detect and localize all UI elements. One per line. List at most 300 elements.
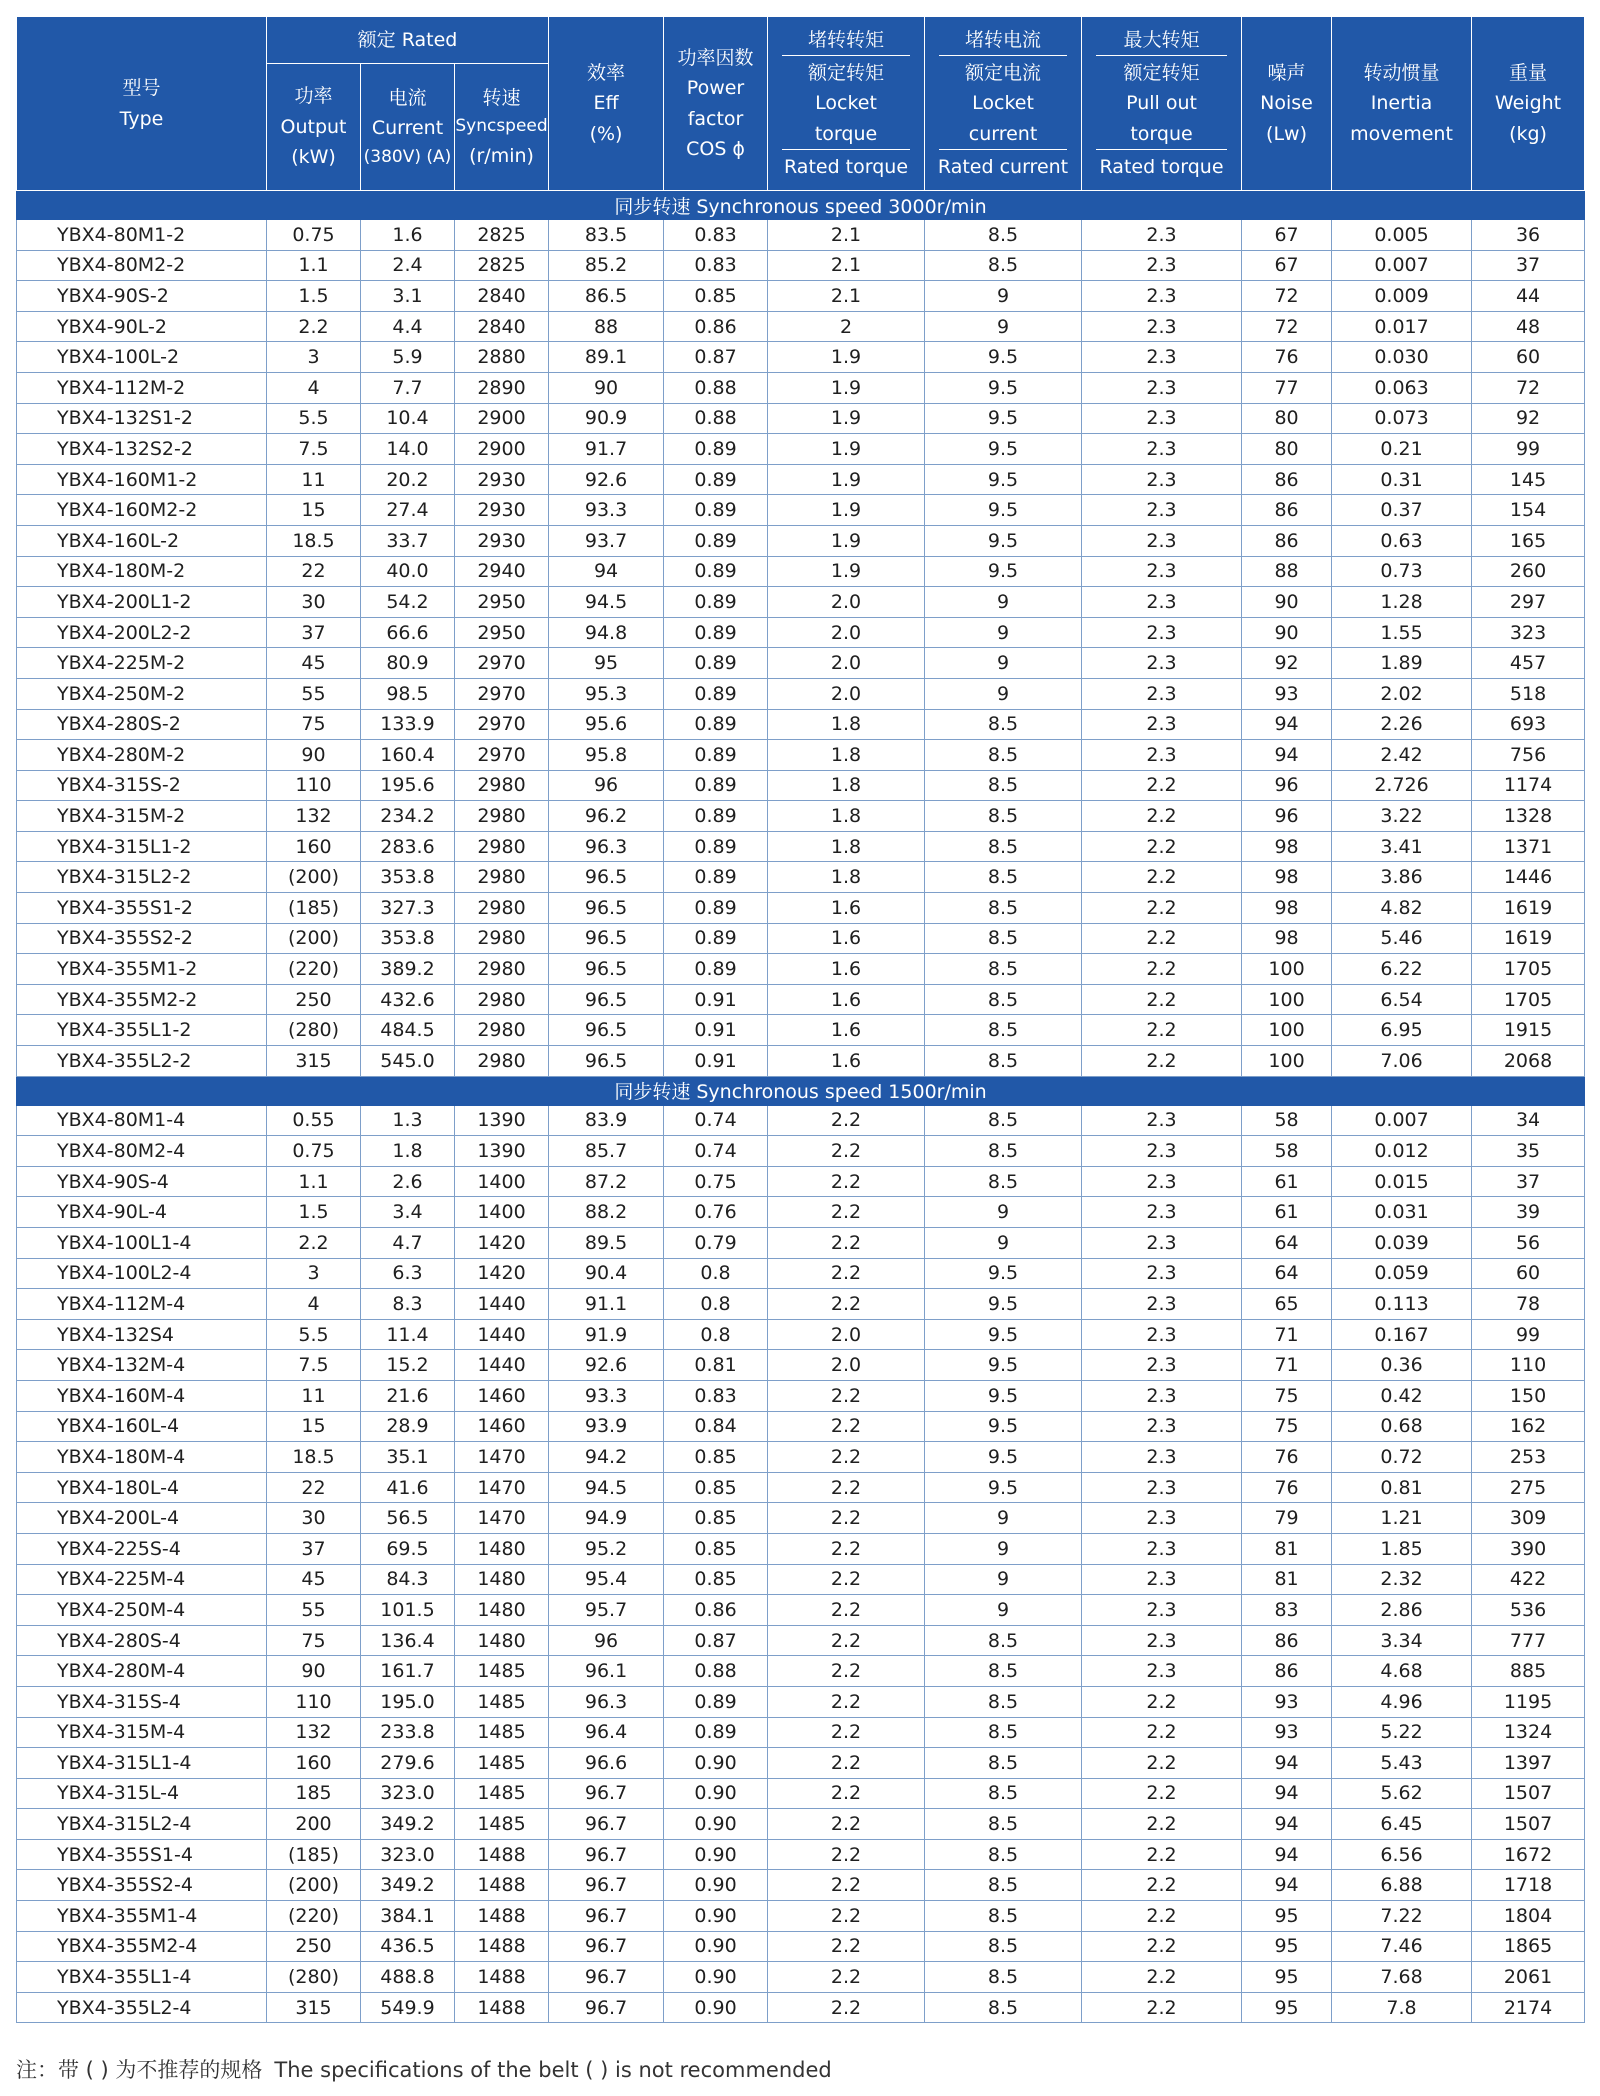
cell-weight: 1804 — [1472, 1901, 1585, 1932]
cell-noise: 95 — [1242, 1992, 1332, 2023]
footnote-en: The specifications of the belt ( ) is not recommended — [274, 2058, 832, 2082]
cell-speed: 1440 — [455, 1319, 549, 1350]
cell-inertia: 0.063 — [1332, 372, 1472, 403]
cell-noise: 72 — [1242, 311, 1332, 342]
cell-weight: 1619 — [1472, 923, 1585, 954]
cell-weight: 309 — [1472, 1503, 1585, 1534]
cell-output: 37 — [267, 617, 361, 648]
cell-noise: 86 — [1242, 495, 1332, 526]
cell-locked-current: 8.5 — [925, 1931, 1082, 1962]
cell-current: 327.3 — [361, 893, 455, 924]
cell-eff: 87.2 — [549, 1166, 664, 1197]
table-row — [17, 495, 1585, 526]
cell-locked-current: 9.5 — [925, 372, 1082, 403]
cell-max-torque: 2.3 — [1082, 464, 1242, 495]
table-row — [17, 1197, 1585, 1228]
cell-inertia: 6.45 — [1332, 1809, 1472, 1840]
cell-locked-torque: 2.2 — [768, 1717, 925, 1748]
cell-noise: 86 — [1242, 525, 1332, 556]
cell-max-torque: 2.2 — [1082, 1046, 1242, 1077]
cell-locked-torque: 2.0 — [768, 1350, 925, 1381]
cell-noise: 95 — [1242, 1901, 1332, 1932]
table-row — [17, 1686, 1585, 1717]
cell-inertia: 0.31 — [1332, 464, 1472, 495]
cell-speed: 2930 — [455, 525, 549, 556]
cell-speed: 2970 — [455, 648, 549, 679]
cell-type: YBX4-112M-4 — [17, 1289, 267, 1320]
cell-eff: 83.5 — [549, 220, 664, 251]
cell-noise: 75 — [1242, 1411, 1332, 1442]
cell-max-torque: 2.2 — [1082, 1015, 1242, 1046]
cell-current: 69.5 — [361, 1533, 455, 1564]
cell-type: YBX4-315L1-2 — [17, 831, 267, 862]
cell-output: 18.5 — [267, 1442, 361, 1473]
cell-inertia: 1.28 — [1332, 587, 1472, 618]
cell-locked-current: 9 — [925, 1564, 1082, 1595]
cell-noise: 96 — [1242, 801, 1332, 832]
cell-speed: 2980 — [455, 893, 549, 924]
cell-current: 1.8 — [361, 1136, 455, 1167]
cell-current: 279.6 — [361, 1748, 455, 1779]
cell-locked-torque: 2.0 — [768, 678, 925, 709]
cell-noise: 94 — [1242, 1778, 1332, 1809]
cell-speed: 1485 — [455, 1656, 549, 1687]
cell-weight: 56 — [1472, 1228, 1585, 1259]
cell-speed: 1440 — [455, 1350, 549, 1381]
cell-locked-current: 9.5 — [925, 1411, 1082, 1442]
cell-eff: 96.4 — [549, 1717, 664, 1748]
cell-output: 4 — [267, 372, 361, 403]
cell-current: 432.6 — [361, 984, 455, 1015]
cell-locked-torque: 2.2 — [768, 1228, 925, 1259]
cell-locked-torque: 2.2 — [768, 1197, 925, 1228]
cell-locked-torque: 2.1 — [768, 250, 925, 281]
cell-output: 315 — [267, 1046, 361, 1077]
cell-inertia: 0.37 — [1332, 495, 1472, 526]
cell-speed: 1480 — [455, 1595, 549, 1626]
cell-power-factor: 0.91 — [664, 1015, 768, 1046]
cell-current: 2.6 — [361, 1166, 455, 1197]
cell-locked-torque: 2.2 — [768, 1901, 925, 1932]
cell-speed: 1400 — [455, 1197, 549, 1228]
cell-output: 1.5 — [267, 1197, 361, 1228]
cell-locked-torque: 1.8 — [768, 862, 925, 893]
cell-output: 75 — [267, 1625, 361, 1656]
cell-speed: 2980 — [455, 862, 549, 893]
cell-type: YBX4-180M-4 — [17, 1442, 267, 1473]
cell-power-factor: 0.87 — [664, 1625, 768, 1656]
cell-weight: 78 — [1472, 1289, 1585, 1320]
cell-type: YBX4-160L-2 — [17, 525, 267, 556]
cell-inertia: 2.42 — [1332, 740, 1472, 771]
cell-noise: 94 — [1242, 709, 1332, 740]
cell-weight: 37 — [1472, 250, 1585, 281]
cell-max-torque: 2.3 — [1082, 1228, 1242, 1259]
cell-eff: 96.5 — [549, 923, 664, 954]
cell-weight: 518 — [1472, 678, 1585, 709]
cell-power-factor: 0.88 — [664, 372, 768, 403]
cell-weight: 1865 — [1472, 1931, 1585, 1962]
cell-speed: 1485 — [455, 1748, 549, 1779]
cell-weight: 1324 — [1472, 1717, 1585, 1748]
cell-locked-torque: 2.1 — [768, 220, 925, 251]
cell-power-factor: 0.84 — [664, 1411, 768, 1442]
cell-inertia: 6.56 — [1332, 1839, 1472, 1870]
cell-type: YBX4-100L-2 — [17, 342, 267, 373]
cell-eff: 96 — [549, 770, 664, 801]
cell-locked-current: 8.5 — [925, 862, 1082, 893]
cell-locked-torque: 2.2 — [768, 1656, 925, 1687]
cell-output: 0.55 — [267, 1105, 361, 1136]
cell-speed: 2980 — [455, 770, 549, 801]
cell-inertia: 0.007 — [1332, 1105, 1472, 1136]
cell-max-torque: 2.3 — [1082, 342, 1242, 373]
table-row — [17, 1656, 1585, 1687]
cell-locked-torque: 1.8 — [768, 709, 925, 740]
cell-type: YBX4-90L-4 — [17, 1197, 267, 1228]
cell-weight: 92 — [1472, 403, 1585, 434]
cell-noise: 86 — [1242, 1656, 1332, 1687]
cell-output: 75 — [267, 709, 361, 740]
cell-locked-torque: 2.2 — [768, 1748, 925, 1779]
cell-locked-torque: 1.6 — [768, 954, 925, 985]
cell-locked-torque: 2.2 — [768, 1778, 925, 1809]
cell-type: YBX4-160M1-2 — [17, 464, 267, 495]
cell-locked-current: 9.5 — [925, 434, 1082, 465]
cell-noise: 98 — [1242, 923, 1332, 954]
cell-max-torque: 2.2 — [1082, 1870, 1242, 1901]
cell-noise: 81 — [1242, 1533, 1332, 1564]
cell-speed: 1485 — [455, 1809, 549, 1840]
col-eff-header: 效率 Eff (%) — [549, 17, 664, 191]
table-row — [17, 954, 1585, 985]
cell-noise: 86 — [1242, 1625, 1332, 1656]
cell-current: 488.8 — [361, 1962, 455, 1993]
cell-locked-current: 8.5 — [925, 709, 1082, 740]
cell-locked-torque: 2.2 — [768, 1289, 925, 1320]
cell-type: YBX4-180M-2 — [17, 556, 267, 587]
cell-output: (200) — [267, 862, 361, 893]
cell-type: YBX4-355L2-4 — [17, 1992, 267, 2023]
col-inertia-header: 转动惯量 Inertia movement — [1332, 17, 1472, 191]
cell-output: 0.75 — [267, 1136, 361, 1167]
cell-locked-torque: 2.2 — [768, 1258, 925, 1289]
cell-eff: 96.7 — [549, 1962, 664, 1993]
cell-noise: 90 — [1242, 617, 1332, 648]
cell-eff: 96.5 — [549, 893, 664, 924]
cell-speed: 2980 — [455, 1046, 549, 1077]
cell-max-torque: 2.3 — [1082, 1136, 1242, 1167]
cell-current: 323.0 — [361, 1839, 455, 1870]
cell-output: 160 — [267, 831, 361, 862]
cell-eff: 94 — [549, 556, 664, 587]
cell-current: 161.7 — [361, 1656, 455, 1687]
cell-power-factor: 0.89 — [664, 648, 768, 679]
cell-locked-torque: 1.9 — [768, 434, 925, 465]
cell-type: YBX4-225S-4 — [17, 1533, 267, 1564]
cell-speed: 1480 — [455, 1564, 549, 1595]
cell-locked-torque: 2.0 — [768, 648, 925, 679]
cell-weight: 1672 — [1472, 1839, 1585, 1870]
cell-power-factor: 0.89 — [664, 893, 768, 924]
table-row — [17, 1015, 1585, 1046]
cell-noise: 98 — [1242, 893, 1332, 924]
cell-eff: 96.7 — [549, 1809, 664, 1840]
cell-output: 185 — [267, 1778, 361, 1809]
cell-eff: 96.7 — [549, 1870, 664, 1901]
table-row — [17, 1533, 1585, 1564]
cell-speed: 2880 — [455, 342, 549, 373]
cell-current: 323.0 — [361, 1778, 455, 1809]
cell-eff: 91.7 — [549, 434, 664, 465]
cell-eff: 91.9 — [549, 1319, 664, 1350]
cell-eff: 96.3 — [549, 1686, 664, 1717]
cell-locked-torque: 1.9 — [768, 403, 925, 434]
cell-noise: 76 — [1242, 1472, 1332, 1503]
cell-max-torque: 2.3 — [1082, 311, 1242, 342]
cell-power-factor: 0.87 — [664, 342, 768, 373]
table-row — [17, 434, 1585, 465]
cell-eff: 96.7 — [549, 1931, 664, 1962]
cell-noise: 94 — [1242, 1839, 1332, 1870]
table-row — [17, 893, 1585, 924]
cell-locked-torque: 2.2 — [768, 1809, 925, 1840]
cell-speed: 2840 — [455, 311, 549, 342]
cell-output: 1.5 — [267, 281, 361, 312]
cell-max-torque: 2.2 — [1082, 1717, 1242, 1748]
table-body — [17, 191, 1585, 2023]
cell-weight: 36 — [1472, 220, 1585, 251]
cell-locked-current: 9 — [925, 648, 1082, 679]
cell-locked-current: 9 — [925, 617, 1082, 648]
cell-inertia: 0.017 — [1332, 311, 1472, 342]
cell-type: YBX4-355M1-2 — [17, 954, 267, 985]
table-row — [17, 1289, 1585, 1320]
cell-speed: 1480 — [455, 1625, 549, 1656]
cell-current: 54.2 — [361, 587, 455, 618]
cell-weight: 39 — [1472, 1197, 1585, 1228]
cell-inertia: 0.031 — [1332, 1197, 1472, 1228]
cell-eff: 96.5 — [549, 1015, 664, 1046]
cell-output: 7.5 — [267, 434, 361, 465]
cell-weight: 60 — [1472, 342, 1585, 373]
cell-eff: 88.2 — [549, 1197, 664, 1228]
table-row — [17, 372, 1585, 403]
table-row — [17, 1442, 1585, 1473]
cell-inertia: 5.62 — [1332, 1778, 1472, 1809]
cell-locked-current: 9 — [925, 311, 1082, 342]
cell-max-torque: 2.2 — [1082, 1931, 1242, 1962]
cell-weight: 165 — [1472, 525, 1585, 556]
table-row — [17, 862, 1585, 893]
col-power-factor-header: 功率因数 Power factor COS ϕ — [664, 17, 768, 191]
cell-locked-current: 9.5 — [925, 1258, 1082, 1289]
cell-locked-torque: 2.2 — [768, 1136, 925, 1167]
table-row — [17, 617, 1585, 648]
cell-locked-torque: 2.2 — [768, 1839, 925, 1870]
cell-type: YBX4-280S-2 — [17, 709, 267, 740]
cell-max-torque: 2.2 — [1082, 1809, 1242, 1840]
cell-output: 160 — [267, 1748, 361, 1779]
cell-locked-current: 8.5 — [925, 740, 1082, 771]
cell-locked-torque: 2.1 — [768, 281, 925, 312]
col-max-torque-header: 最大转矩 额定转矩 Pull out torque Rated torque — [1082, 17, 1242, 191]
cell-current: 14.0 — [361, 434, 455, 465]
cell-type: YBX4-100L2-4 — [17, 1258, 267, 1289]
cell-noise: 95 — [1242, 1931, 1332, 1962]
cell-output: (280) — [267, 1962, 361, 1993]
cell-inertia: 7.68 — [1332, 1962, 1472, 1993]
cell-max-torque: 2.2 — [1082, 862, 1242, 893]
cell-current: 21.6 — [361, 1380, 455, 1411]
cell-output: (220) — [267, 954, 361, 985]
cell-power-factor: 0.83 — [664, 1380, 768, 1411]
cell-locked-current: 8.5 — [925, 1166, 1082, 1197]
cell-noise: 98 — [1242, 862, 1332, 893]
cell-max-torque: 2.3 — [1082, 1105, 1242, 1136]
cell-eff: 86.5 — [549, 281, 664, 312]
cell-output: (280) — [267, 1015, 361, 1046]
cell-type: YBX4-90L-2 — [17, 311, 267, 342]
cell-locked-current: 8.5 — [925, 923, 1082, 954]
table-row — [17, 1748, 1585, 1779]
cell-weight: 72 — [1472, 372, 1585, 403]
cell-max-torque: 2.2 — [1082, 954, 1242, 985]
cell-output: 55 — [267, 1595, 361, 1626]
cell-output: 3 — [267, 342, 361, 373]
cell-weight: 756 — [1472, 740, 1585, 771]
cell-max-torque: 2.3 — [1082, 1564, 1242, 1595]
table-row — [17, 1166, 1585, 1197]
cell-weight: 1397 — [1472, 1748, 1585, 1779]
cell-current: 3.1 — [361, 281, 455, 312]
cell-speed: 1485 — [455, 1778, 549, 1809]
cell-max-torque: 2.3 — [1082, 1503, 1242, 1534]
cell-speed: 1488 — [455, 1931, 549, 1962]
cell-output: 37 — [267, 1533, 361, 1564]
table-row — [17, 1870, 1585, 1901]
cell-speed: 1488 — [455, 1870, 549, 1901]
cell-locked-torque: 1.8 — [768, 831, 925, 862]
cell-power-factor: 0.90 — [664, 1839, 768, 1870]
cell-weight: 2174 — [1472, 1992, 1585, 2023]
cell-eff: 96.7 — [549, 1901, 664, 1932]
cell-max-torque: 2.3 — [1082, 1472, 1242, 1503]
cell-current: 27.4 — [361, 495, 455, 526]
cell-noise: 93 — [1242, 1686, 1332, 1717]
cell-inertia: 1.85 — [1332, 1533, 1472, 1564]
cell-locked-torque: 2.2 — [768, 1166, 925, 1197]
cell-locked-torque: 1.9 — [768, 556, 925, 587]
cell-output: 22 — [267, 556, 361, 587]
cell-power-factor: 0.89 — [664, 801, 768, 832]
cell-eff: 95.8 — [549, 740, 664, 771]
cell-type: YBX4-315L1-4 — [17, 1748, 267, 1779]
cell-current: 349.2 — [361, 1870, 455, 1901]
cell-locked-current: 8.5 — [925, 1839, 1082, 1870]
cell-locked-current: 8.5 — [925, 1015, 1082, 1046]
cell-current: 384.1 — [361, 1901, 455, 1932]
cell-inertia: 2.32 — [1332, 1564, 1472, 1595]
cell-speed: 1400 — [455, 1166, 549, 1197]
cell-noise: 71 — [1242, 1350, 1332, 1381]
cell-locked-torque: 1.6 — [768, 984, 925, 1015]
cell-output: 11 — [267, 464, 361, 495]
cell-power-factor: 0.89 — [664, 617, 768, 648]
cell-locked-current: 9.5 — [925, 1442, 1082, 1473]
cell-inertia: 4.82 — [1332, 893, 1472, 924]
cell-output: 132 — [267, 801, 361, 832]
cell-locked-current: 8.5 — [925, 1748, 1082, 1779]
cell-max-torque: 2.3 — [1082, 556, 1242, 587]
cell-eff: 96.5 — [549, 862, 664, 893]
cell-output: 30 — [267, 1503, 361, 1534]
cell-locked-torque: 1.8 — [768, 770, 925, 801]
cell-noise: 77 — [1242, 372, 1332, 403]
col-output-header: 功率 Output (kW) — [267, 64, 361, 191]
cell-inertia: 0.030 — [1332, 342, 1472, 373]
cell-locked-current: 8.5 — [925, 1901, 1082, 1932]
table-row — [17, 311, 1585, 342]
cell-inertia: 0.005 — [1332, 220, 1472, 251]
cell-max-torque: 2.2 — [1082, 1778, 1242, 1809]
cell-weight: 260 — [1472, 556, 1585, 587]
cell-weight: 457 — [1472, 648, 1585, 679]
table-header — [17, 17, 1585, 191]
cell-locked-current: 9.5 — [925, 1472, 1082, 1503]
cell-current: 3.4 — [361, 1197, 455, 1228]
cell-power-factor: 0.89 — [664, 556, 768, 587]
cell-locked-current: 8.5 — [925, 250, 1082, 281]
cell-inertia: 2.02 — [1332, 678, 1472, 709]
cell-locked-current: 8.5 — [925, 984, 1082, 1015]
cell-power-factor: 0.89 — [664, 740, 768, 771]
cell-speed: 2840 — [455, 281, 549, 312]
cell-inertia: 0.015 — [1332, 1166, 1472, 1197]
cell-eff: 91.1 — [549, 1289, 664, 1320]
cell-noise: 100 — [1242, 954, 1332, 985]
cell-locked-torque: 2.2 — [768, 1533, 925, 1564]
cell-current: 41.6 — [361, 1472, 455, 1503]
cell-power-factor: 0.89 — [664, 862, 768, 893]
cell-noise: 64 — [1242, 1258, 1332, 1289]
cell-power-factor: 0.89 — [664, 434, 768, 465]
cell-current: 283.6 — [361, 831, 455, 862]
cell-speed: 1390 — [455, 1136, 549, 1167]
cell-locked-torque: 2.2 — [768, 1472, 925, 1503]
cell-max-torque: 2.3 — [1082, 403, 1242, 434]
cell-current: 84.3 — [361, 1564, 455, 1595]
cell-inertia: 3.22 — [1332, 801, 1472, 832]
cell-output: 3 — [267, 1258, 361, 1289]
cell-max-torque: 2.3 — [1082, 372, 1242, 403]
cell-max-torque: 2.3 — [1082, 1411, 1242, 1442]
cell-type: YBX4-355L1-4 — [17, 1962, 267, 1993]
cell-type: YBX4-280S-4 — [17, 1625, 267, 1656]
cell-output: 250 — [267, 984, 361, 1015]
table-row — [17, 770, 1585, 801]
cell-output: 110 — [267, 770, 361, 801]
cell-speed: 2930 — [455, 495, 549, 526]
table-row — [17, 1992, 1585, 2023]
cell-type: YBX4-315L2-2 — [17, 862, 267, 893]
cell-current: 15.2 — [361, 1350, 455, 1381]
cell-power-factor: 0.75 — [664, 1166, 768, 1197]
cell-current: 40.0 — [361, 556, 455, 587]
table-row — [17, 1258, 1585, 1289]
cell-locked-current: 8.5 — [925, 801, 1082, 832]
cell-output: 200 — [267, 1809, 361, 1840]
